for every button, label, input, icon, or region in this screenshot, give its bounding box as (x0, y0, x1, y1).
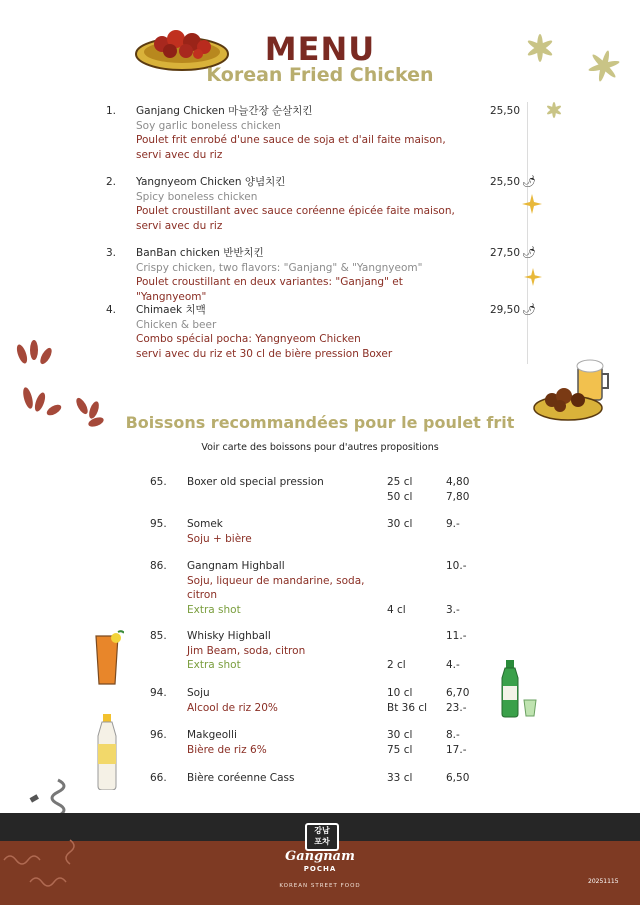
drink-price: 4.- (446, 659, 460, 671)
drink-extra: Extra shot (187, 659, 241, 671)
drink-name: Whisky Highball (187, 630, 271, 642)
drink-volume: 2 cl (387, 659, 406, 671)
drink-name: Makgeolli (187, 729, 237, 741)
drink-name: Somek (187, 518, 223, 530)
sparkle-icon (522, 194, 542, 214)
item-french: servi avec du riz (136, 219, 223, 232)
drink-volume: 30 cl (387, 518, 413, 530)
drink-price: 6,50 (446, 772, 470, 784)
item-name: Ganjang Chicken 마늘간장 순살치킨 (136, 105, 313, 117)
drink-name: Bière coréenne Cass (187, 772, 295, 784)
drinks-section-note: Voir carte des boissons pour d'autres propositions (201, 442, 439, 453)
soju-bottle-icon (498, 660, 540, 718)
drink-price: 17.- (446, 743, 467, 756)
brand-name: Gangnam (285, 849, 355, 864)
drink-name: Gangnam Highball (187, 560, 285, 572)
item-name: Chimaek 치맥 (136, 304, 206, 316)
drink-number: 66. (150, 772, 167, 784)
chili-pepper-icon: 🌶 (522, 303, 536, 316)
item-english: Crispy chicken, two flavors: "Ganjang" & "Yangnyeom" (136, 261, 423, 274)
drink-name: Soju (187, 687, 210, 699)
item-french: Poulet croustillant avec sauce coréenne épicée faite maison, (136, 205, 455, 217)
item-number: 4. (106, 304, 117, 316)
drink-volume: Bt 36 cl (387, 701, 428, 714)
drink-number: 85. (150, 630, 167, 642)
item-number: 1. (106, 105, 117, 117)
item-price: 27,50 (489, 247, 520, 259)
drink-extra: Extra shot (187, 603, 241, 616)
chili-pepper-icon: 🌶 (522, 246, 536, 259)
drink-description: Jim Beam, soda, citron (187, 644, 306, 657)
drink-price: 10.- (446, 560, 467, 572)
drink-price: 3.- (446, 603, 460, 616)
item-english: Soy garlic boneless chicken (136, 119, 281, 132)
item-price: 25,50 (489, 176, 520, 188)
drink-description: Alcool de riz 20% (187, 701, 278, 714)
drink-description: Bière de riz 6% (187, 743, 267, 756)
drink-price: 23.- (446, 701, 467, 714)
drink-price: 7,80 (446, 490, 470, 503)
brand-tagline: KOREAN STREET FOOD (279, 883, 361, 889)
drink-description: Soju, liqueur de mandarine, soda, (187, 574, 365, 587)
item-french: Combo spécial pocha: Yangnyeom Chicken (136, 333, 361, 345)
item-number: 3. (106, 247, 117, 259)
item-name: BanBan chicken 반반치킨 (136, 247, 264, 259)
drink-price: 9.- (446, 518, 460, 530)
menu-subtitle: Korean Fried Chicken (206, 64, 434, 86)
drink-number: 86. (150, 560, 167, 572)
brand-logo-mark: 강남 포차 (305, 823, 339, 851)
drink-price: 11.- (446, 630, 467, 642)
drink-number: 94. (150, 687, 167, 699)
item-french: servi avec du riz (136, 148, 223, 161)
item-number: 2. (106, 176, 117, 188)
drink-number: 96. (150, 729, 167, 741)
item-english: Spicy boneless chicken (136, 190, 258, 203)
drink-price: 8.- (446, 729, 460, 741)
drink-volume: 4 cl (387, 603, 406, 616)
drink-volume: 30 cl (387, 729, 413, 741)
drink-price: 4,80 (446, 476, 470, 488)
item-price: 29,50 (489, 304, 520, 316)
drink-price: 6,70 (446, 687, 470, 699)
chili-pepper-icon: 🌶 (522, 175, 536, 188)
divider-line (527, 102, 528, 364)
drink-volume: 50 cl (387, 490, 413, 503)
drinks-section-title: Boissons recommandées pour le poulet frit (125, 413, 515, 432)
drink-description: Soju + bière (187, 532, 252, 545)
item-english: Chicken & beer (136, 318, 217, 331)
item-price: 25,50 (489, 105, 520, 117)
drink-volume: 33 cl (387, 772, 413, 784)
menu-title: MENU (264, 30, 376, 68)
drink-volume: 25 cl (387, 476, 413, 488)
drink-number: 65. (150, 476, 167, 488)
drink-volume: 10 cl (387, 687, 413, 699)
drink-name: Boxer old special pression (187, 476, 324, 488)
document-code: 20251115 (588, 878, 619, 885)
drink-description: citron (187, 589, 217, 601)
item-french: Poulet frit enrobé d'une sauce de soja et d'ail faite maison, (136, 134, 446, 146)
cocktail-glass-icon (92, 630, 124, 686)
drink-volume: 75 cl (387, 743, 413, 756)
sparkle-icon (524, 268, 542, 286)
item-french: Poulet croustillant en deux variantes: "Ganjang" et "Yangnyeom" (136, 276, 403, 303)
item-french: servi avec du riz et 30 cl de bière pression Boxer (136, 347, 393, 360)
item-name: Yangnyeom Chicken 양념치킨 (136, 176, 286, 188)
brand-subname: POCHA (303, 865, 337, 873)
drink-number: 95. (150, 518, 167, 530)
